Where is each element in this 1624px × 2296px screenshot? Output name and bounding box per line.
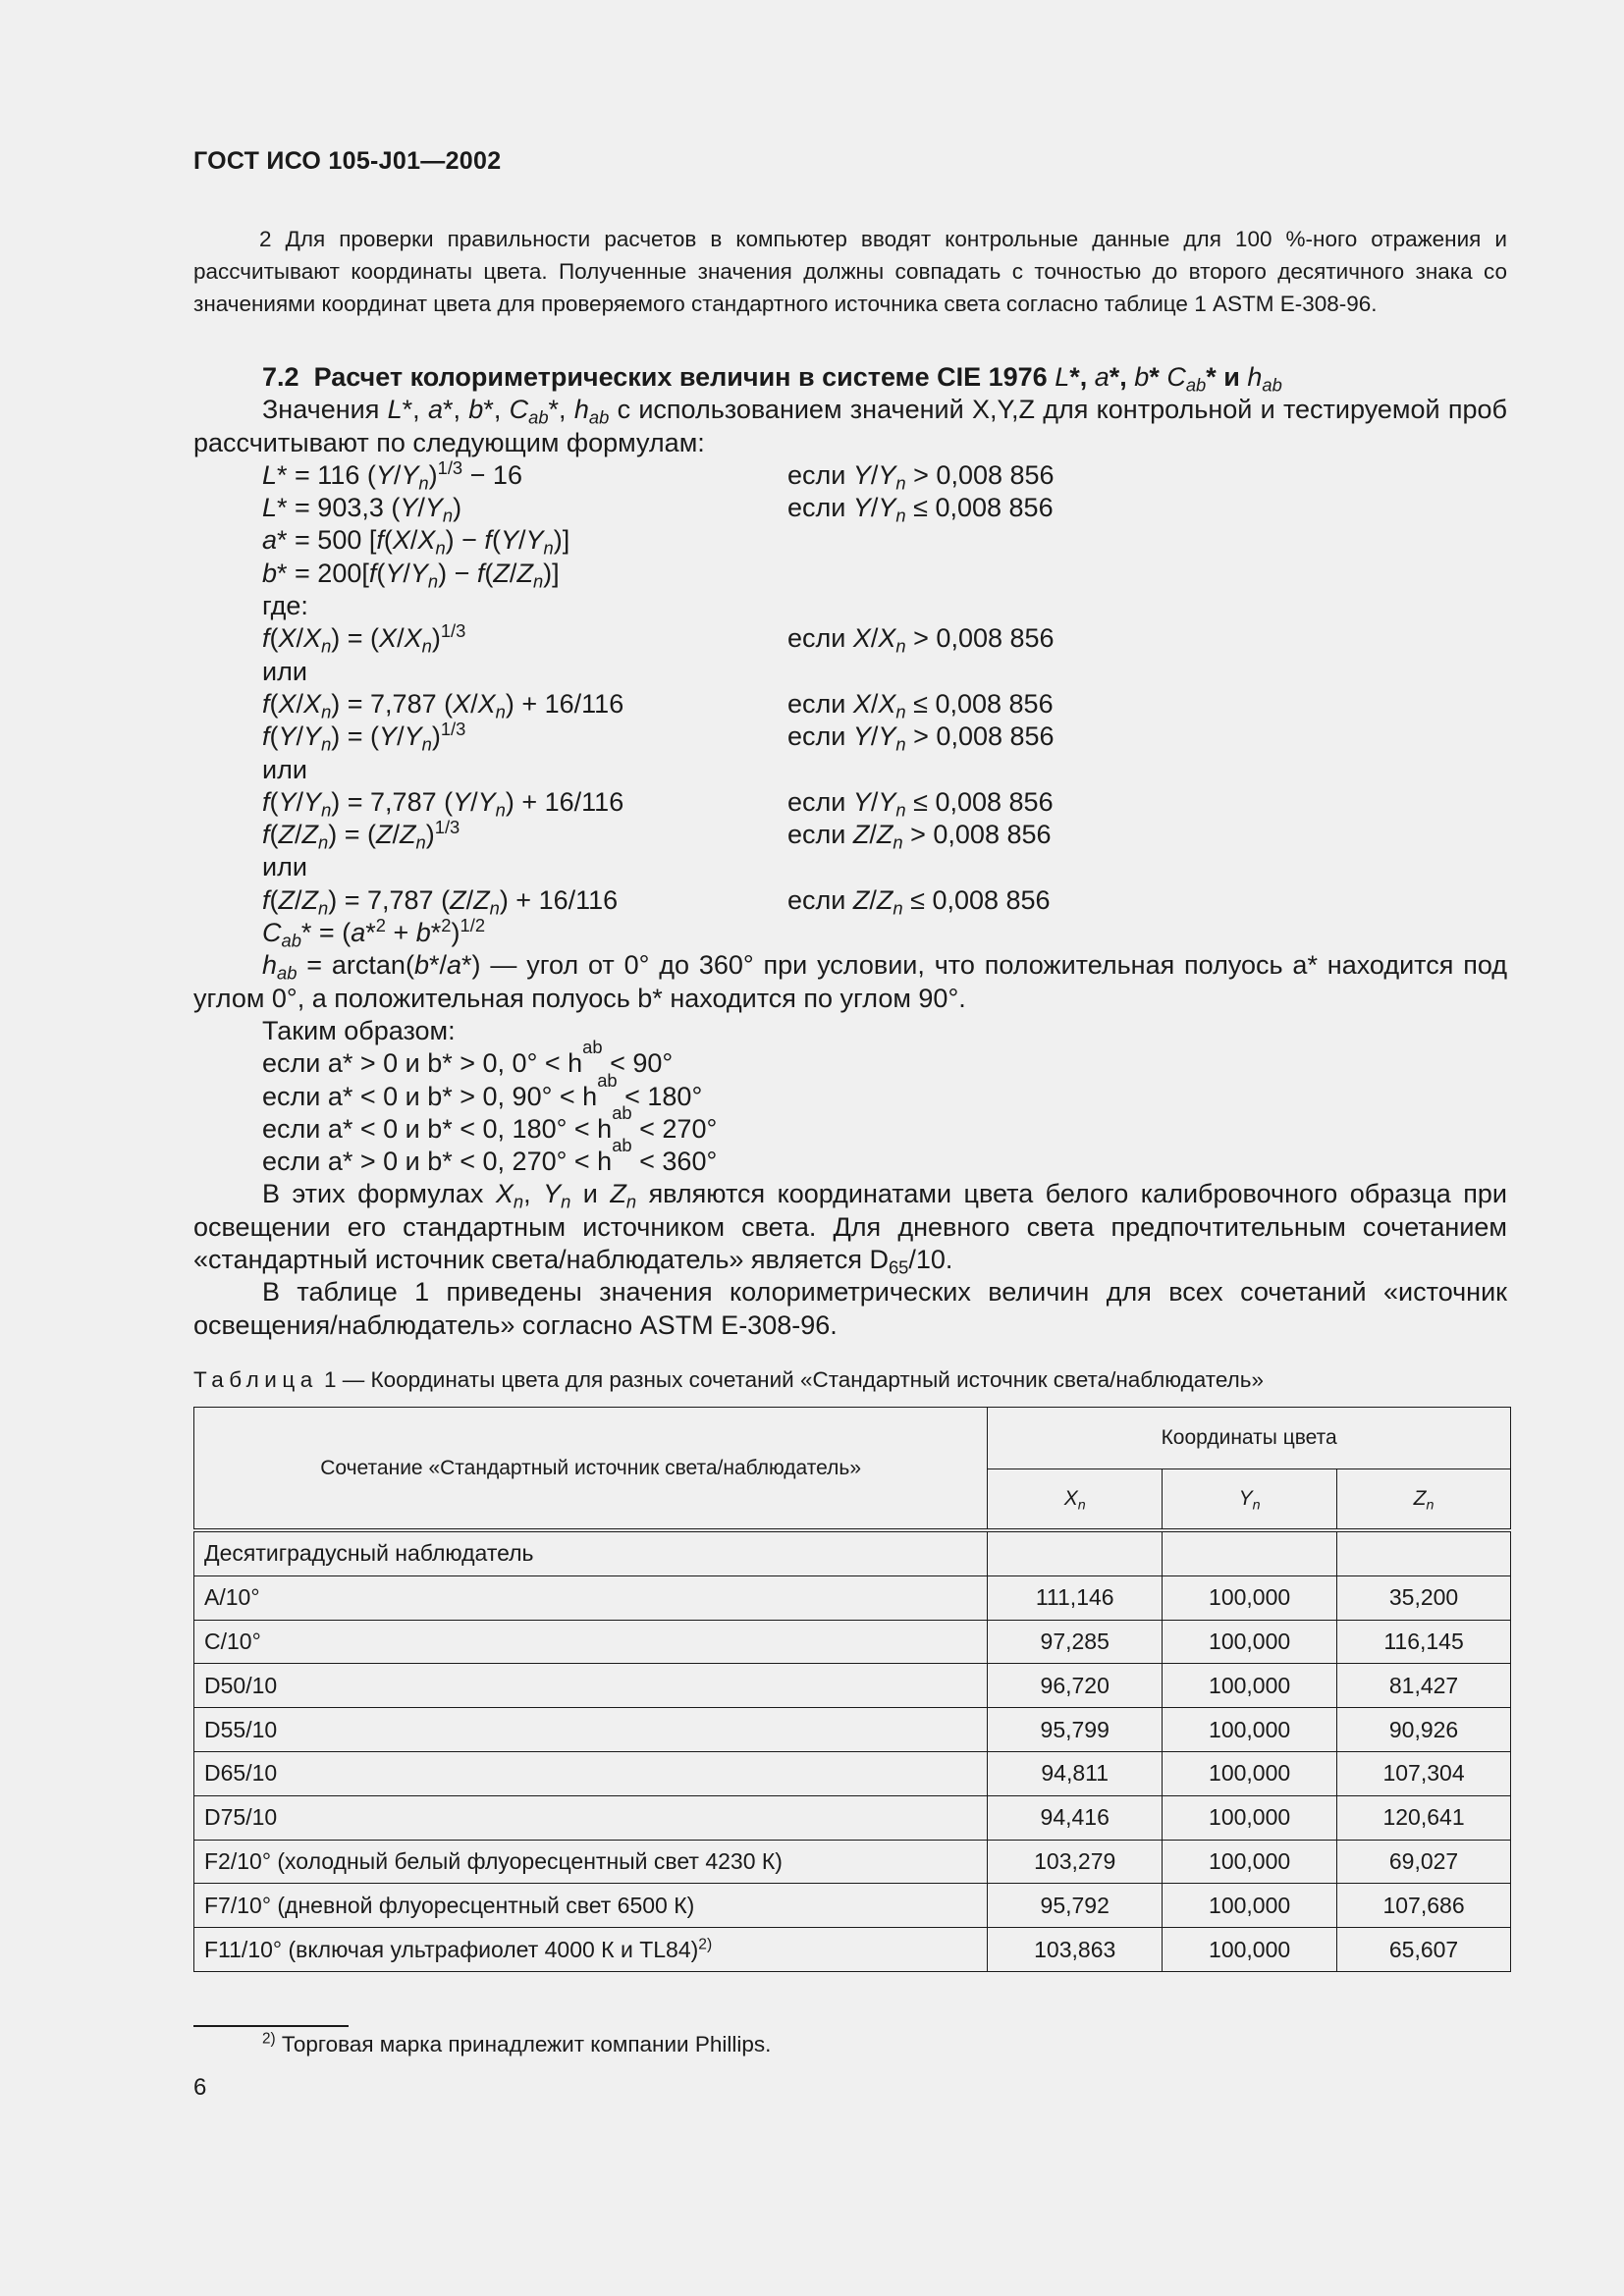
table-row: C/10° 97,285 100,000 116,145 [194, 1620, 1511, 1664]
table-row: D55/10 95,799 100,000 90,926 [194, 1708, 1511, 1752]
formula-or: или [262, 852, 307, 882]
quadrant-row: если a* > 0 и b* > 0, 0° < h ab < 90° [262, 1037, 674, 1079]
paragraph-table-ref: В таблице 1 приведены значения колориметрических величин для всех сочетаний «источник освещения/наблюдатель» согласно ASTM E-308-96. [193, 1277, 1507, 1340]
header-combination: Сочетание «Стандартный источник света/наблюдатель» [194, 1408, 988, 1531]
formula-row: $f(Z/Z_n) = (Z/Z_n)^{1/3}$ если $Z/Z_n > 0,008$ 856 [262, 817, 1052, 853]
formula-row: $f(Z/Z_n) = 7,787$ $(Z/Z_n) + 16/116$ если $Z/Z_n \le 0,008$ 856 [262, 884, 1051, 919]
coordinates-table [193, 1407, 1511, 1972]
formula-row: $f(Y/Y_n) = 7,787$ $(Y/Y_n) + 16/116$ если $Y/Y_n \le 0,008$ 856 [262, 786, 1054, 821]
header-yn: $Y_n$ [1163, 1469, 1337, 1531]
formula-row: $f(Y/Y_n) = (Y/Y_n)^{1/3}$ если $Y/Y_n > 0,008$ 856 [262, 719, 1055, 755]
footnote-rule [193, 2025, 349, 2027]
paragraph-formulas: В этих формулах $X_n$, $Y_n$ и $Z_n$ являются координатами цвета белого калибровочного образца при освещении его стандартным источником света. Для дневного света предпочтительным сочетанием «стандартный источник света/наблюдатель» является $D_{65}/10$. [193, 1179, 1507, 1278]
quadrant-row: если a* > 0 и b* < 0, 270° < h ab < 360° [262, 1135, 718, 1177]
header-zn: $Z_n$ [1337, 1469, 1511, 1531]
table-row: A/10° 111,146 100,000 35,200 [194, 1575, 1511, 1620]
page-number: 6 [193, 2074, 207, 2101]
formula-row: L* = 116 $(Y/Y_n)^{1/3} - 16$ если $Y/Y_n > 0,008$ 856 [262, 456, 1055, 494]
header-xn: $X_n$ [988, 1469, 1163, 1531]
formula-where: где: [262, 591, 308, 621]
formula-row: $b* = 200[f(Y/Y_n) - f(Z/Z_n)]$ [262, 558, 560, 592]
group-label: Десятиградусный наблюдатель [194, 1530, 988, 1575]
formula-row: $f(X/X_n) = (X/X_n)^{1/3}$ если $X/X_n > 0,008$ 856 [262, 620, 1055, 657]
section-heading: 7.2 Расчет колориметрических величин в системе CIE 1976 L*, a*, b* $C_{ab}*$ и $h_{ab}$ [262, 362, 1282, 396]
table-group-row [194, 1530, 1511, 1575]
document-header: ГОСТ ИСО 105-J01—2002 [193, 147, 502, 175]
section-7-2 [193, 361, 1507, 1342]
quadrant-row: если a* < 0 и b* > 0, 90° < h ab < 180° [262, 1069, 703, 1111]
hab-definition: $h_{ab} = \arctan(b*/a*)$ — угол от 0° до 360° при условии, что положительная полуось a* находится под углом 0°, а положительная полуось b* находится по углом 90°. [193, 950, 1508, 1013]
thus-label: Таким образом: [262, 1015, 456, 1045]
note-2 [193, 223, 1507, 321]
table-row: F2/10° (холодный белый флуоресцентный свет 4230 К) 103,279 100,000 69,027 [194, 1840, 1511, 1884]
note-2-text: 2 Для проверки правильности расчетов в компьютер вводят контрольные данные для 100 %-ного отражения и рассчитывают координаты цвета. Полученные значения должны совпадать с точностью до второго десятичного знака со значениями координат цвета для проверяемого стандартного источника света согласно таблице 1 ASTM E-308-96. [193, 227, 1507, 317]
formula-or: или [262, 754, 307, 784]
section-intro: Значения L*, a*, b*, $C_{ab}*$, $h_{ab}$ с использованием значений X,Y,Z для контрольной и тестируемой проб рассчитывают по следующим формулам: [193, 395, 1507, 457]
formula-row: $C_{ab}* = (a*^2 + b*^2)^{1/2}$ [262, 914, 486, 951]
quadrant-row: если a* < 0 и b* < 0, 180° < h ab < 270° [262, 1101, 718, 1144]
header-coordinates: Координаты цвета [988, 1408, 1511, 1469]
table-caption: Таблица 1 — Координаты цвета для разных сочетаний «Стандартный источник света/наблюдатель» [193, 1367, 1264, 1392]
table-row: D65/10 94,811 100,000 107,304 [194, 1751, 1511, 1795]
formula-or: или [262, 656, 307, 686]
table-row: D50/10 96,720 100,000 81,427 [194, 1664, 1511, 1708]
formula-list [193, 456, 1507, 951]
table-row: F11/10° (включая ультрафиолет 4000 К и TL84)$^{2)}$ 103,863 100,000 65,607 [194, 1928, 1511, 1972]
table-row: D75/10 94,416 100,000 120,641 [194, 1795, 1511, 1840]
formula-row: L* = 903,3 $(Y/Y_n)$ если $Y/Y_n \le 0,008$ 856 [262, 493, 1054, 526]
table-row: F7/10° (дневной флуоресцентный свет 6500 К) 95,792 100,000 107,686 [194, 1884, 1511, 1928]
formula-row: $f(X/X_n) = 7,787$ $(X/X_n) + 16/116$ если $X/X_n \le 0,008$ 856 [262, 688, 1054, 722]
formula-row: a* = 500 $[f(X/X_n) - f(Y/Y_n)]$ [262, 525, 570, 559]
footnote: $^{2)}$ Торговая марка принадлежит компании Phillips. [262, 2030, 772, 2056]
